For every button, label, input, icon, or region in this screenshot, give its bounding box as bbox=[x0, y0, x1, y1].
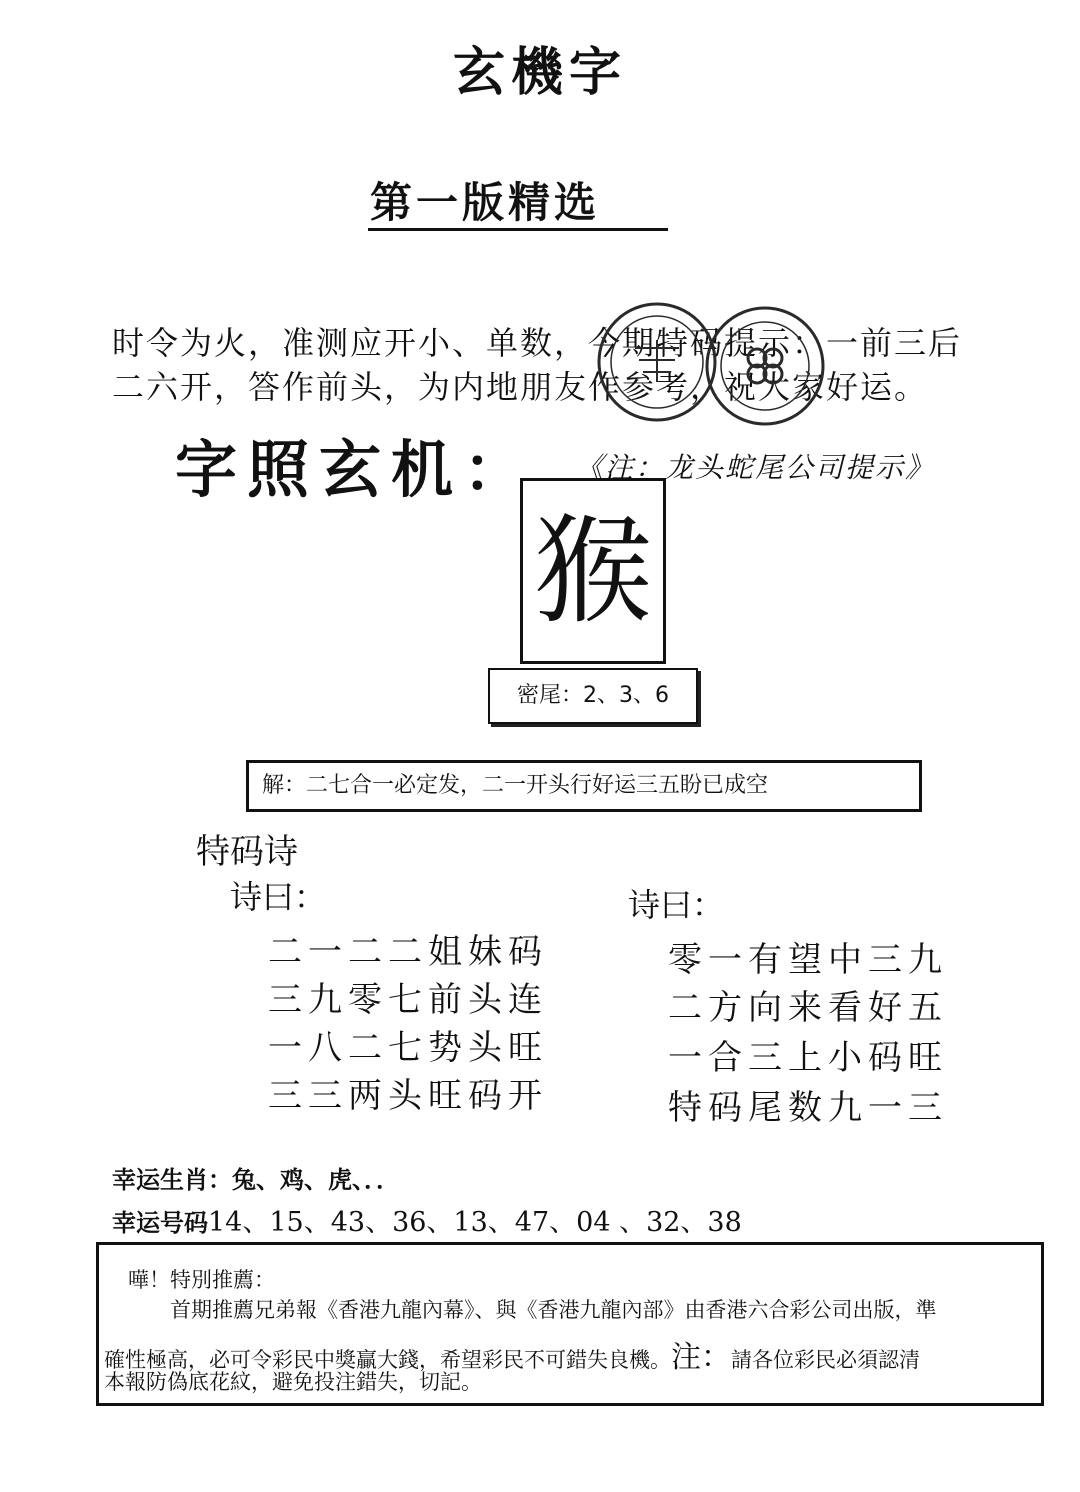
zodiac-character: 猴 bbox=[533, 502, 652, 640]
company-note: 《注：龙头蛇尾公司提示》 bbox=[575, 451, 936, 484]
poem-title: 特码诗 bbox=[196, 832, 298, 872]
promo-text: 確性極高，必可令彩民中獎贏大錢，希望彩民不可錯失良機。 bbox=[104, 1348, 671, 1372]
subtitle-underline bbox=[368, 228, 668, 231]
seal-stamp-right-icon bbox=[707, 308, 823, 424]
poem-left-line: 一八二七势头旺 bbox=[268, 1028, 548, 1068]
poem-right-line: 零一有望中三九 bbox=[668, 940, 948, 980]
poem-left-head: 诗曰： bbox=[230, 878, 327, 916]
seal-stamp-left-icon bbox=[599, 304, 715, 420]
seal-stamps bbox=[595, 300, 845, 440]
poem-right-line: 一合三上小码旺 bbox=[668, 1038, 948, 1078]
lucky-numbers-values: 14、15、43、36、13、47、04 、32、38 bbox=[208, 1207, 742, 1238]
promo-line: 首期推薦兄弟報《香港九龍內幕》、與《香港九龍內部》由香港六合彩公司出版，準 bbox=[170, 1298, 937, 1322]
poem-right-line: 特码尾数九一三 bbox=[668, 1088, 948, 1128]
lucky-numbers-label: 幸运号码 bbox=[112, 1209, 208, 1237]
page-title: 玄機字 bbox=[452, 43, 627, 103]
explanation-text: 解：二七合一必定发，二一开头行好运三五盼已成空 bbox=[262, 773, 769, 798]
poem-right-line: 二方向来看好五 bbox=[668, 988, 948, 1028]
lucky-zodiac: 幸运生肖：兔、鸡、虎、．． bbox=[112, 1166, 400, 1194]
promo-note-label: 注： bbox=[671, 1340, 731, 1375]
lucky-numbers bbox=[112, 1200, 742, 1239]
promo-text: 請各位彩民必須認清 bbox=[731, 1348, 920, 1372]
tail-numbers: 密尾：2、3、6 bbox=[517, 683, 669, 708]
promo-heading: 嘩！特別推薦： bbox=[128, 1268, 275, 1292]
section-subtitle: 第一版精选 bbox=[370, 178, 601, 227]
poem-right-head: 诗曰： bbox=[628, 886, 725, 924]
main-heading: 字照玄机： bbox=[175, 433, 536, 506]
intro-line-2: 二六开，答作前头，为内地朋友作参考，祝大家好运。 bbox=[112, 368, 929, 406]
promo-line: 本報防偽底花紋，避免投注錯失，切記。 bbox=[104, 1370, 482, 1394]
poem-left-line: 三九零七前头连 bbox=[268, 980, 548, 1020]
intro-line-1: 时令为火，准测应开小、单数，今期特码提示：一前三后 bbox=[112, 324, 963, 362]
poem-left-line: 三三两头旺码开 bbox=[268, 1076, 548, 1116]
poem-left-line: 二一二二姐妹码 bbox=[268, 932, 548, 972]
